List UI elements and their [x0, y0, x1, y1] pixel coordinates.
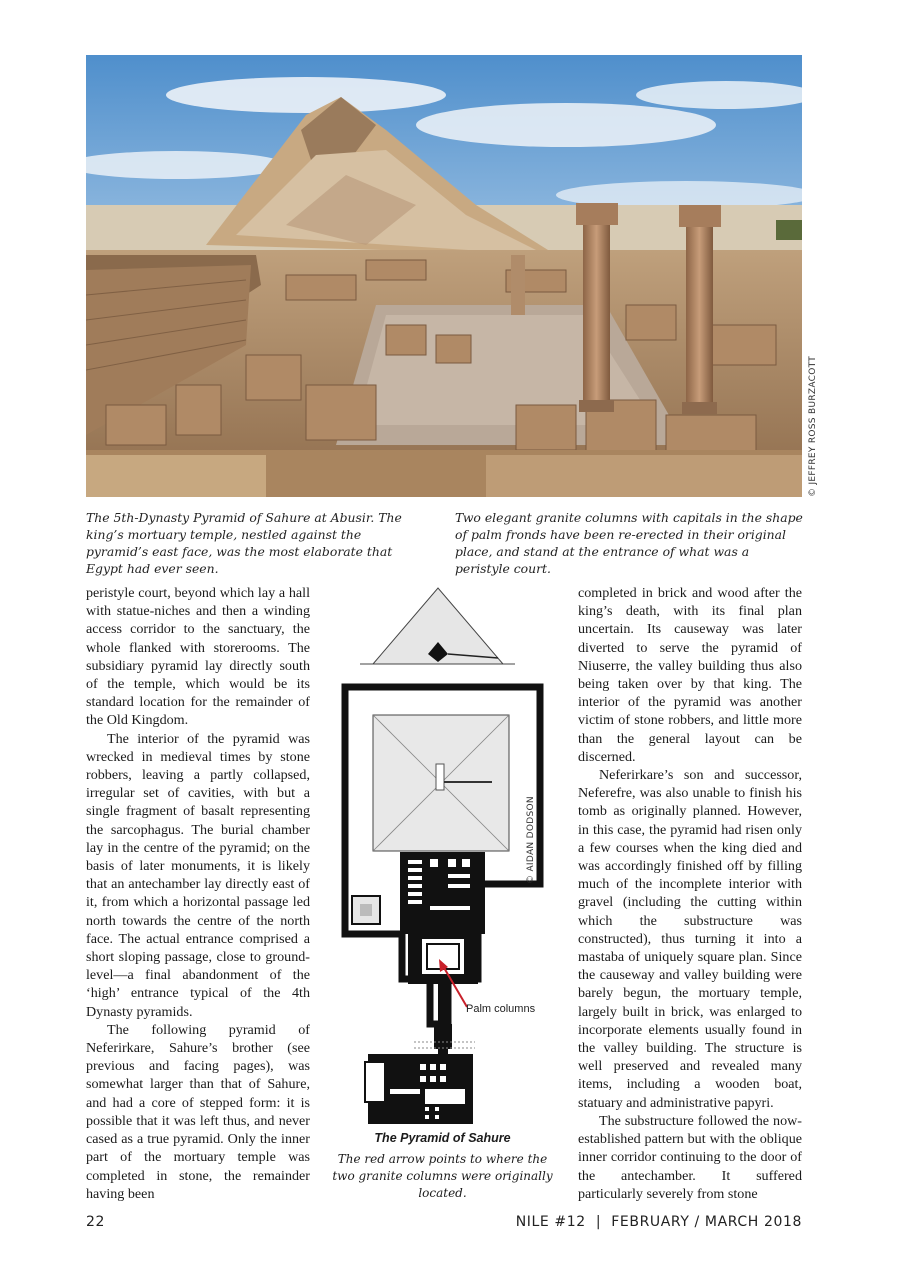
photo-caption-left: The 5th-Dynasty Pyramid of Sahure at Abusir. The king’s mortuary temple, nestled against the pyramid’s east face, was the most elaborate that Egypt had ever seen.	[86, 510, 402, 576]
paragraph: The interior of the pyramid was wrecked in medieval times by stone robbers, leaving a partly collapsed, irregular set of cavities, with but a single fragment of basalt representing the sarcophagus. The burial chamber lay in the centre of the pyramid; on the basis of later monuments, it is likely that an antechamber lay directly east of it, from which a horizontal passage led north towards the centre of the north face. The actual entrance comprised a short sloping passage, close to ground-level—a final abandonment of the ‘high’ entrance typical of the 4th Dynasty pyramids.	[86, 730, 310, 1020]
mortuary-temple	[400, 852, 485, 1049]
diagram-title: The Pyramid of Sahure	[374, 1131, 511, 1145]
photo-caption-right: Two elegant granite columns with capitals in the shape of palm fronds have been re-erected in their original place, and stand at the entrance of what was a peristyle court.	[455, 510, 803, 576]
issue-info: NILE #12 | FEBRUARY / MARCH 2018	[515, 1214, 802, 1230]
paragraph: peristyle court, beyond which lay a hall with statue-niches and then a winding access corridor to the sanctuary, the whole flanked with storerooms. The subsidiary pyramid lay directly south of the temple, which would be its standard location for the remainder of the Old Kingdom.	[86, 585, 310, 729]
subsidiary-pyramid	[352, 896, 380, 924]
pyramid-section	[360, 588, 515, 664]
palm-columns-label: Palm columns	[466, 1003, 536, 1015]
pyramid-plan	[373, 715, 509, 851]
paragraph: completed in brick and wood after the king’s death, with its final plan uncertain. Its causeway was later diverted to serve the pyramid of Niuserre, the valley building thus also being taken over by that king. The interior of the pyramid was another victim of stone robbers, and little more than the general layout can be discerned.	[578, 585, 802, 765]
paragraph: The following pyramid of Neferirkare, Sahure’s brother (see previous and facing pages), was somewhat larger than that of Sahure, and had a core of stepped form: it is possible that it was left thus, and never cased as a true pyramid. Only the inner part of the mortuary temple was completed in stone, the remainder having been	[86, 1021, 310, 1202]
paragraph: Neferirkare’s son and successor, Neferefre, was also unable to finish his tomb as originally planned. However, in this case, the pyramid had risen only a few courses when the king died and was accordingly finished off by filling much of the incomplete interior with gravel (including the cutting within which the substructure was constructed), thus turning it into a mastaba of uniquely square plan. Since the causeway and valley building were barely begun, the mortuary temple, largely built in brick, was enlarged to incorporate elements usually found in the valley building. The structure is well preserved and revealed many items, including a wooden boat, statuary and administrative papyri.	[578, 767, 802, 1111]
article-column-right	[578, 584, 802, 1203]
diagram-credit: © AIDAN DODSON	[526, 796, 536, 884]
valley-building	[365, 1054, 473, 1124]
diagram-caption: The red arrow points to where the two granite columns were originally located.	[332, 1152, 553, 1200]
photo-credit: © JEFFREY ROSS BURZACOTT	[808, 355, 818, 497]
pyramid-photo	[86, 55, 802, 497]
sahure-photo-illustration	[86, 55, 802, 497]
paragraph: The substructure followed the now-established pattern but with the oblique inner corridor continuing to the door of the antechamber. It suffered particularly severely from stone	[578, 1112, 802, 1202]
sahure-plan-diagram	[330, 584, 555, 1129]
page-number: 22	[86, 1214, 106, 1230]
article-column-left	[86, 584, 310, 1203]
